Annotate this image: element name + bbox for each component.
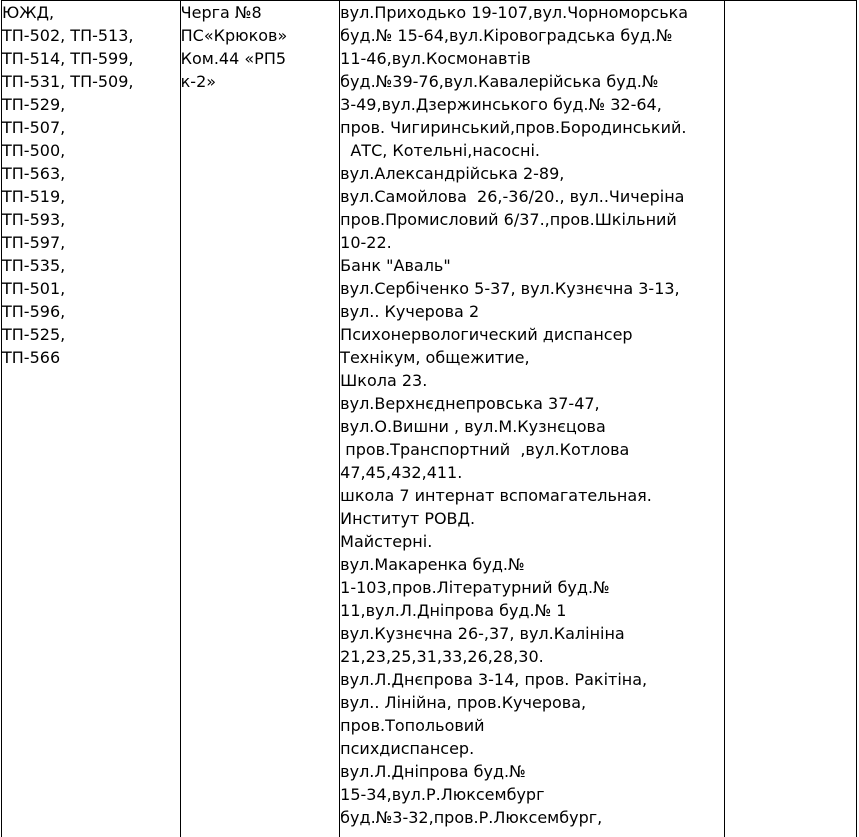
queue-info (181, 1, 340, 93)
substation-line: ТП-529, (2, 95, 66, 114)
substation-line: ТП-535, (2, 256, 66, 275)
substation-line: ТП-531, ТП-509, (2, 72, 134, 91)
address-line: Школа 23. (340, 371, 428, 390)
queue-cell (180, 1, 340, 837)
address-line: 11,вул.Л.Дніпрова буд.№ 1 (340, 601, 567, 620)
address-line: 47,45,432,411. (340, 463, 463, 482)
address-line: буд.№ 15-64,вул.Кіровоградська буд.№ (340, 26, 673, 45)
address-line: Психонервологический диспансер (340, 325, 633, 344)
substation-line: ТП-596, (2, 302, 66, 321)
substation-line: ТП-502, ТП-513, (2, 26, 134, 45)
substation-line: ЮЖД, (2, 3, 55, 22)
address-line: Майстерні. (340, 532, 433, 551)
substation-line: ТП-593, (2, 210, 66, 229)
address-line: 10-22. (340, 233, 392, 252)
address-line: вул.Приходько 19-107,вул.Чорноморська (340, 3, 689, 22)
address-line: пров. Чигиринський,пров.Бородинський. (340, 118, 687, 137)
address-line: 11-46,вул.Космонавтів (340, 49, 531, 68)
address-line: вул.. Кучерова 2 (340, 302, 480, 321)
address-line: вул.Александрійська 2-89, (340, 164, 565, 183)
address-line: вул.Кузнєчна 26-,37, вул.Калініна (340, 624, 625, 643)
address-line: вул.. Лінійна, пров.Кучерова, (340, 693, 587, 712)
address-line: вул.Макаренка буд.№ (340, 555, 525, 574)
address-line: 1-103,пров.Літературний буд.№ (340, 578, 610, 597)
substation-line: ТП-519, (2, 187, 66, 206)
address-line: пров.Топольовий (340, 716, 485, 735)
substation-line: ТП-507, (2, 118, 66, 137)
address-line: Институт РОВД. (340, 509, 476, 528)
substation-line: ТП-500, (2, 141, 66, 160)
notes-cell (724, 1, 856, 837)
address-line: вул.О.Вишни , вул.М.Кузнєцова (340, 417, 606, 436)
address-line: буд.№39-76,вул.Кавалерійська буд.№ (340, 72, 659, 91)
address-line: буд.№3-32,пров.Р.Люксембург, (340, 808, 603, 827)
address-line: вул.Верхнєднепровська 37-47, (340, 394, 600, 413)
address-line: АТС, Котельні,насосні. (340, 141, 541, 160)
address-line: Банк "Аваль" (340, 256, 451, 275)
address-line: 15-34,вул.Р.Люксембург (340, 785, 545, 804)
address-line: вул.Самойлова 26,-36/20., вул..Чичеріна (340, 187, 685, 206)
queue-line: Ком.44 «РП5 (180, 49, 287, 68)
queue-line: Черга №8 (180, 3, 262, 22)
queue-line: к-2» (180, 72, 217, 91)
substation-line: ТП-501, (2, 279, 66, 298)
substations-list (2, 1, 180, 369)
address-line: вул.Л.Днєпрова 3-14, пров. Ракітіна, (340, 670, 648, 689)
address-line: психдиспансер. (340, 739, 475, 758)
address-line: пров.Промисловий 6/37.,пров.Шкільний (340, 210, 677, 229)
substations-cell (2, 1, 181, 837)
address-line: вул.Л.Дніпрова буд.№ (340, 762, 526, 781)
address-line: 21,23,25,31,33,26,28,30. (340, 647, 544, 666)
address-line: Технікум, общежитие, (340, 348, 530, 367)
address-line: пров.Транспортний ,вул.Котлова (340, 440, 630, 459)
substation-line: ТП-514, ТП-599, (2, 49, 134, 68)
substation-line: ТП-525, (2, 325, 66, 344)
substation-line: ТП-597, (2, 233, 66, 252)
substation-line: ТП-566 (2, 348, 61, 367)
substation-line: ТП-563, (2, 164, 66, 183)
address-line: вул.Сербіченко 5-37, вул.Кузнєчна 3-13, (340, 279, 680, 298)
address-line: школа 7 интернат вспомагательная. (340, 486, 652, 505)
addresses-list (340, 1, 723, 829)
outage-schedule-table (1, 0, 857, 837)
addresses-cell (340, 1, 724, 837)
table-row (2, 1, 857, 837)
address-line: 3-49,вул.Дзержинського буд.№ 32-64, (340, 95, 662, 114)
queue-line: ПС«Крюков» (180, 26, 288, 45)
